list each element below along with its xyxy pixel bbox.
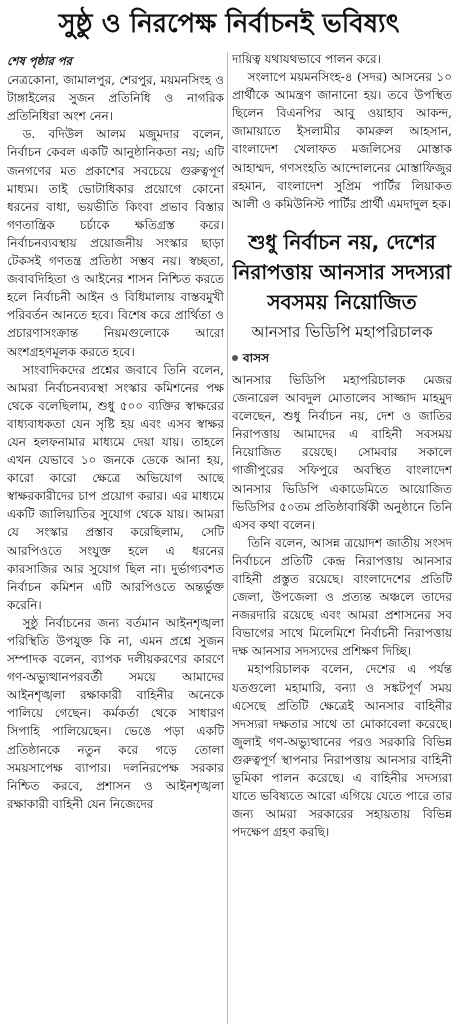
article-paragraph: ড. বদিউল আলম মজুমদার বলেন, নির্বাচন কেবল একটি আনুষ্ঠানিকতা নয়; এটি জনগণের মত প্রকাশের সবচেয়ে গুরুত্বপূর্ণ মাধ্যম। তাই ভোটাধিকার প্রয়োগে কোনো ধরনের বাধা, ভয়ভীতি কিংবা প্রভাব বিস্তার গণতান্ত্রিক চর্চাকে ক্ষতিগ্রস্ত করে। নির্বাচনব্যবস্থায় প্রয়োজনীয় সংস্কার ছাড়া টেকসই গণতন্ত্র প্রতিষ্ঠা সম্ভব নয়। স্বচ্ছতা, জবাবদিহিতা ও আইনের শাসন নিশ্চিত করতে হলে নির্বাচনী আইন ও বিধিমালায় বাস্তবমুখী পরিবর্তন আনতে হবে। বিশেষ করে প্রার্থিতা ও প্রচারণাসংক্রান্ত নিয়মগুলোকে আরো অংশগ্রহণমূলক করতে হবে। [7, 127, 224, 359]
byline-agency: বাসস [243, 350, 270, 365]
sub-article-headline-line: সবসময় নিয়োজিত [267, 289, 417, 314]
article-paragraph: সুষ্ঠু নির্বাচনের জন্য বর্তমান আইনশৃঙ্খলা পরিস্থিতি উপযুক্ত কি না, এমন প্রশ্নে সুজন সম্পাদক বলেন, ব্যাপক দলীয়করণের কারণে গণ-অভ্যুত্থানপরবর্তী সময়ে আমাদের আইনশৃঙ্খলা রক্ষাকারী বাহিনীর অনেকে পালিয়ে গেছেন। কর্মকর্তা থেকে সাধারণ সিপাহি পালিয়েছেন। ভেঙে পড়া একটি প্রতিষ্ঠানকে নতুন করে গড়ে তোলা সময়সাপেক্ষ ব্যাপার। দলনিরপেক্ষ সরকার নিশ্চিত করবে, প্রশাসন ও আইনশৃঙ্খলা রক্ষাকারী বাহিনী যেন নিজেদের [7, 615, 224, 811]
sub-article-deck: আনসার ভিডিপি মহাপরিচালক [251, 322, 433, 341]
article-paragraph: সংলাপে ময়মনসিংহ-৪ (সদর) আসনের ১০ প্রার্থীকে আমন্ত্রণ জানানো হয়। তবে উপস্থিত ছিলেন বিএনপির আবু ওয়াহাব আকন্দ, জামায়াতে ইসলামীর কামরুল আহসান, বাংলাদেশ খেলাফত মজলিসের মোস্তাক আহাম্মদ, গণসংহতি আন্দোলনের মোস্তাফিজুর রহমান, বাংলাদেশ সুপ্রিম পার্টির লিয়াকত আলী ও কমিউনিস্ট পার্টির প্রার্থী এমদাদুল হক। [232, 70, 452, 211]
right-column [232, 50, 452, 1026]
sub-article-paragraph: মহাপরিচালক বলেন, দেশের এ পর্যন্ত যতগুলো মহামারি, বন্যা ও সঙ্কটপূর্ণ সময় এসেছে প্রতিটি ক্ষেত্রেই আনসার বাহিনীর সদস্যরা দক্ষতার সাথে তা মোকাবেলা করেছে। জুলাই গণ-অভ্যুত্থানের পরও সরকারি বিভিন্ন গুরুত্বপূর্ণ স্থাপনার নিরাপত্তায় আনসার বাহিনী ভূমিকা পালন করেছে। এ বাহিনীর সদস্যরা যাতে ভবিষ্যতে আরো এগিয়ে যেতে পারে তার জন্য আমরা সরকারের সহায়তায় বিভিন্ন পদক্ষেপ গ্রহণ করছি। [232, 662, 452, 840]
column-divider [227, 52, 228, 1024]
continuation-kicker: শেষ পৃষ্ঠার পর [7, 54, 72, 68]
page-headline: সুষ্ঠু ও নিরপেক্ষ নির্বাচনই ভবিষ্যৎ [58, 9, 400, 39]
sub-article-paragraph: আনসার ভিডিপি মহাপরিচালক মেজর জেনারেল আবদুল মোতালেব সাজ্জাদ মাহমুদ বলেছেন, শুধু নির্বাচন নয়, দেশ ও জাতির নিরাপত্তায় আমাদের এ বাহিনী সবসময় নিয়োজিত রয়েছে। সোমবার সকালে গাজীপুরের সফিপুরে অবস্থিত বাংলাদেশ আনসার ভিডিপি একাডেমিতে আয়োজিত ভিডিপির ৫০তম প্রতিষ্ঠাবার্ষিকী অনুষ্ঠানে তিনি এসব কথা বলেন। [232, 372, 452, 532]
sub-article-headline-line: শুধু নির্বাচন নয়, দেশের [248, 229, 436, 254]
bullet-icon [232, 355, 238, 361]
article-paragraph: নেত্রকোনা, জামালপুর, শেরপুর, ময়মনসিংহ ও টাঙ্গাইলের সুজন প্রতিনিধি ও নাগরিক প্রতিনিধিরা অংশ নেন। [7, 73, 224, 124]
continuation-line: দায়িত্ব যথাযথভাবে পালন করে। [232, 52, 381, 66]
sub-article-headline-line: নিরাপত্তায় আনসার সদস্যরা [232, 259, 452, 284]
byline [232, 349, 452, 367]
left-column [7, 52, 224, 1026]
sub-article-paragraph: তিনি বলেন, আসন্ন ত্রয়োদশ জাতীয় সংসদ নির্বাচনে প্রতিটি কেন্দ্র নিরাপত্তায় আনসার বাহিনী প্রস্তুত রয়েছে। বাংলাদেশের প্রতিটি জেলা, উপজেলা ও প্রত্যন্ত অঞ্চলে তাদের নজরদারি রয়েছে এবং আমরা প্রশাসনের সব বিভাগের সাথে মিলেমিশে নির্বাচনী নিরাপত্তায় দক্ষ আনসার সদস্যদের প্রশিক্ষণ দিচ্ছি। [232, 535, 452, 659]
article-paragraph: সাংবাদিকদের প্রশ্নের জবাবে তিনি বলেন, আমরা নির্বাচনব্যবস্থা সংস্কার কমিশনের পক্ষ থেকে বলেছিলাম, শুধু ৫০০ ব্যক্তির স্বাক্ষরের বাধ্যবাধকতা যেন সৃষ্টি হয় এবং এসব স্বাক্ষর যেন হলফনামার মাধ্যমে দেয়া যায়। তাহলে এখন যেভাবে ১০ জনকে ডেকে আনা হয়, কারো কারো ক্ষেত্রে অভিযোগ আছে স্বাক্ষরকারীদের চাপ প্রয়োগ করার। এর মাধ্যমে একটি জালিয়াতির সুযোগ থেকে যায়। আমরা যে সংস্কার প্রস্তাব করেছিলাম, সেটি আরপিওতে সংযুক্ত হলে এ ধরনের কারসাজির আর সুযোগ ছিল না। দুর্ভাগ্যবশত নির্বাচন কমিশন এটি আরপিওতে অন্তর্ভুক্ত করেনি। [7, 362, 224, 612]
